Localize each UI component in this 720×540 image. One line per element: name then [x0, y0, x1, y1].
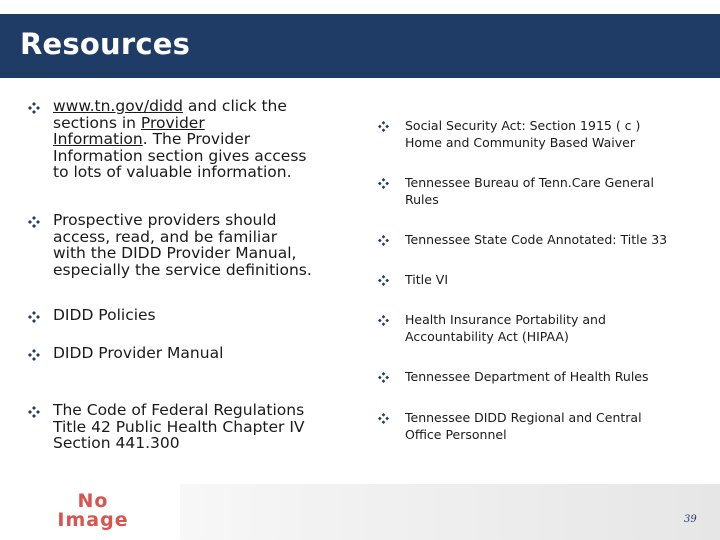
diamond-bullet-icon [378, 235, 390, 247]
diamond-bullet-icon [378, 178, 390, 190]
top-strip [0, 0, 720, 14]
information-link[interactable]: Information [53, 130, 143, 149]
diamond-bullet-icon [28, 349, 40, 361]
diamond-bullet-icon [28, 311, 40, 323]
diamond-bullet-icon [378, 372, 390, 384]
diamond-bullet-icon [28, 102, 40, 114]
diamond-bullet-icon [378, 275, 390, 287]
no-image-label: No Image [57, 490, 129, 531]
diamond-bullet-icon [378, 121, 390, 133]
page-number: 39 [684, 514, 697, 525]
diamond-bullet-icon [28, 406, 40, 418]
provider-link[interactable]: Provider [140, 113, 205, 132]
page-title: Resources [20, 27, 191, 61]
diamond-bullet-icon [378, 413, 390, 425]
diamond-bullet-icon [378, 315, 390, 327]
diamond-bullet-icon [28, 216, 40, 228]
didd-website-link[interactable]: www.tn.gov/didd [53, 97, 183, 115]
